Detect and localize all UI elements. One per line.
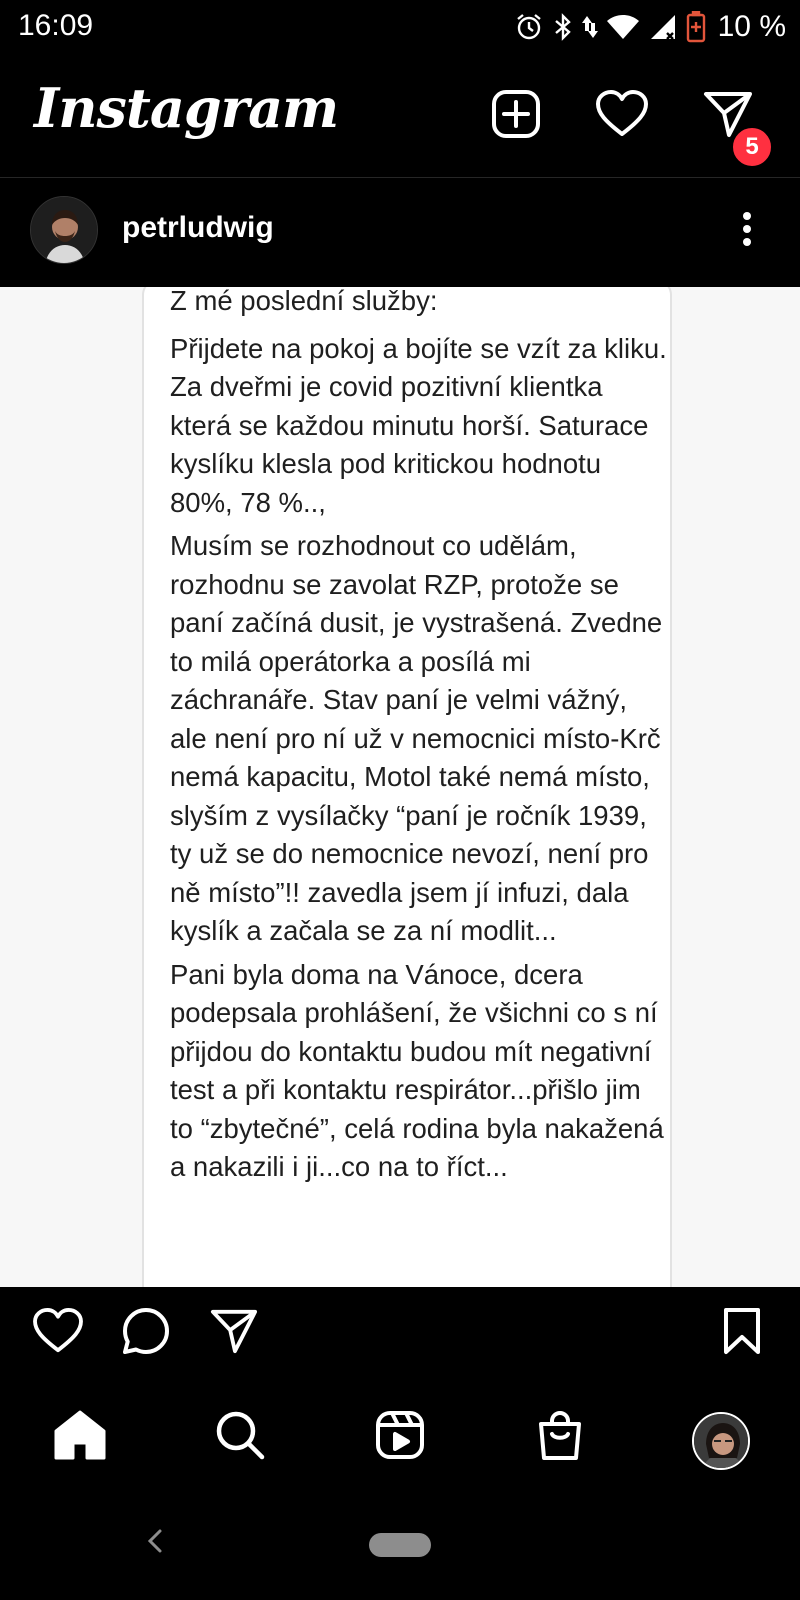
new-post-icon (490, 88, 542, 145)
heart-icon (32, 1308, 84, 1359)
battery-low-icon (686, 11, 706, 43)
post-header (0, 179, 800, 287)
post-options-button[interactable] (730, 211, 764, 251)
post-paragraph: Musím se rozhodnout co udělám, rozhodnu se zavolat RZP, protože se paní začíná dusit, je vystrašená. Zvedne to milá operátorka a posílá mi záchranáře. Stav paní je velmi vážný, ale není pro ní už v nemocnici místo-Krč nemá kapacitu, Motol také nemá místo, slyším z vysílačky “paní je ročník 1939, ty už se do nemocnice nevozí, není pro ně místo”!! zavedla jsem jí infuzi, dala kyslík a začala se za ní modlit... (170, 530, 663, 946)
comment-button[interactable] (118, 1305, 174, 1361)
cell-signal-icon (648, 12, 678, 42)
post-paragraph: Z mé poslední služby: (170, 287, 438, 316)
bookmark-icon (722, 1307, 762, 1360)
post-action-bar (0, 1287, 800, 1383)
author-avatar[interactable] (30, 196, 98, 264)
data-arrows-icon (582, 12, 598, 42)
system-home-pill[interactable] (369, 1533, 431, 1557)
system-back-button[interactable] (140, 1525, 170, 1561)
share-icon (210, 1307, 258, 1360)
alarm-icon (514, 12, 544, 42)
post-paragraph: Přijdete na pokoj a bojíte se vzít za kliku. Za dveřmi je covid pozitivní klientka která se každou minutu horší. Saturace kyslíku klesla pod kritickou hodnotu 80%, 78 %.., (170, 332, 667, 518)
wifi-icon (606, 12, 640, 42)
save-button[interactable] (714, 1305, 770, 1361)
like-button[interactable] (30, 1305, 86, 1361)
heart-icon (595, 90, 649, 143)
post-image[interactable] (0, 287, 800, 1287)
comment-icon (121, 1306, 171, 1361)
nav-shop[interactable] (528, 1405, 592, 1469)
activity-button[interactable] (592, 86, 652, 146)
bottom-navigation (0, 1383, 800, 1495)
nav-search[interactable] (208, 1405, 272, 1469)
post-paragraph: Pani byla doma na Vánoce, dcera podepsala prohlášení, že všichni co s ní přijdou do kontaktu budou mít negativní test a při kontaktu respirátor...přišlo jim to “zbytečné”, celá rodina byla nakažená a nakazili i ji...co na to říct... (170, 958, 664, 1182)
status-icons (514, 8, 786, 46)
battery-percent: 10 % (717, 10, 786, 43)
nav-reels[interactable] (368, 1405, 432, 1469)
home-icon (53, 1409, 107, 1466)
status-bar (0, 0, 800, 56)
more-options-icon (742, 211, 752, 252)
new-post-button[interactable] (486, 86, 546, 146)
shop-icon (535, 1408, 585, 1467)
dm-badge: 5 (731, 126, 773, 168)
share-button[interactable] (206, 1305, 262, 1361)
nav-home[interactable] (48, 1405, 112, 1469)
system-navigation (0, 1495, 800, 1600)
app-header (0, 56, 800, 178)
status-time: 16:09 (18, 9, 94, 42)
search-icon (214, 1409, 266, 1466)
nav-profile-avatar[interactable] (692, 1412, 750, 1470)
bluetooth-icon (552, 12, 574, 42)
back-icon (146, 1527, 164, 1560)
post-text (170, 287, 670, 1192)
author-username[interactable]: petrludwig (122, 211, 274, 244)
instagram-logo[interactable]: Instagram (34, 76, 339, 140)
reels-icon (374, 1409, 426, 1466)
